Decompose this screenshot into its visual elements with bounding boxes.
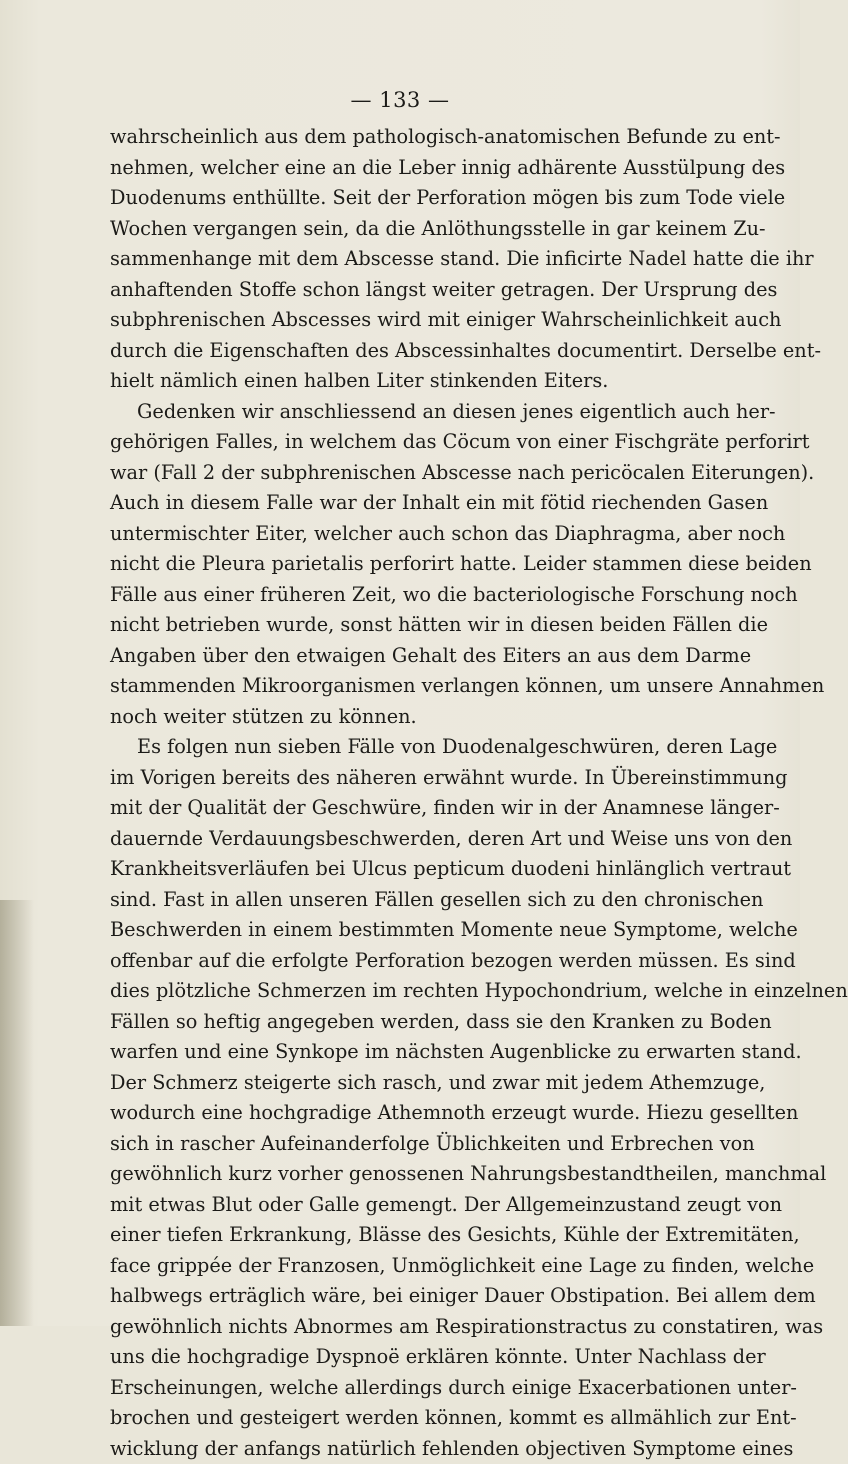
paragraph-start-line: Gedenken wir anschliessend an diesen jenes eigentlich auch her- — [110, 397, 710, 428]
text-line: subphrenischen Abscesses wird mit einiger Wahrscheinlichkeit auch — [110, 305, 710, 336]
text-line: halbwegs erträglich wäre, bei einiger Dauer Obstipation. Bei allem dem — [110, 1281, 710, 1312]
text-line: sich in rascher Aufeinanderfolge Üblichkeiten und Erbrechen von — [110, 1129, 710, 1160]
text-line: im Vorigen bereits des näheren erwähnt wurde. In Übereinstimmung — [110, 763, 710, 794]
text-line: gewöhnlich kurz vorher genossenen Nahrungsbestandtheilen, manchmal — [110, 1159, 710, 1190]
text-line: Duodenums enthüllte. Seit der Perforation mögen bis zum Tode viele — [110, 183, 710, 214]
text-line: brochen und gesteigert werden können, kommt es allmählich zur Ent- — [110, 1403, 710, 1434]
text-line: mit etwas Blut oder Galle gemengt. Der Allgemeinzustand zeugt von — [110, 1190, 710, 1221]
text-line: nicht die Pleura parietalis perforirt hatte. Leider stammen diese beiden — [110, 549, 710, 580]
text-line: nicht betrieben wurde, sonst hätten wir in diesen beiden Fällen die — [110, 610, 710, 641]
text-line: Der Schmerz steigerte sich rasch, und zwar mit jedem Athemzuge, — [110, 1068, 710, 1099]
text-line: war (Fall 2 der subphrenischen Abscesse nach pericöcalen Eiterungen). — [110, 458, 710, 489]
text-line: Auch in diesem Falle war der Inhalt ein mit fötid riechenden Gasen — [110, 488, 710, 519]
text-line: face grippée der Franzosen, Unmöglichkeit eine Lage zu finden, welche — [110, 1251, 710, 1282]
text-line: Wochen vergangen sein, da die Anlöthungsstelle in gar keinem Zu- — [110, 214, 710, 245]
text-line: wodurch eine hochgradige Athemnoth erzeugt wurde. Hiezu gesellten — [110, 1098, 710, 1129]
body-text — [110, 122, 710, 1464]
text-line: wicklung der anfangs natürlich fehlenden objectiven Symptome eines — [110, 1434, 710, 1464]
text-line: Krankheitsverläufen bei Ulcus pepticum duodeni hinlänglich vertraut — [110, 854, 710, 885]
text-line: gewöhnlich nichts Abnormes am Respirationstractus zu constatiren, was — [110, 1312, 710, 1343]
text-line: Fälle aus einer früheren Zeit, wo die bacteriologische Forschung noch — [110, 580, 710, 611]
text-line: sammenhange mit dem Abscesse stand. Die inficirte Nadel hatte die ihr — [110, 244, 710, 275]
paragraph-end-line: noch weiter stützen zu können. — [110, 702, 710, 733]
text-line: Angaben über den etwaigen Gehalt des Eiters an aus dem Darme — [110, 641, 710, 672]
text-line: sind. Fast in allen unseren Fällen gesellen sich zu den chronischen — [110, 885, 710, 916]
text-line: untermischter Eiter, welcher auch schon das Diaphragma, aber noch — [110, 519, 710, 550]
text-line: uns die hochgradige Dyspnoë erklären könnte. Unter Nachlass der — [110, 1342, 710, 1373]
text-line: wahrscheinlich aus dem pathologisch-anatomischen Befunde zu ent- — [110, 122, 710, 153]
page-number: — 133 — — [0, 88, 800, 112]
text-line: Fällen so heftig angegeben werden, dass sie den Kranken zu Boden — [110, 1007, 710, 1038]
text-line: nehmen, welcher eine an die Leber innig adhärente Ausstülpung des — [110, 153, 710, 184]
text-line: mit der Qualität der Geschwüre, finden wir in der Anamnese länger- — [110, 793, 710, 824]
text-line: stammenden Mikroorganismen verlangen können, um unsere Annahmen — [110, 671, 710, 702]
text-line: warfen und eine Synkope im nächsten Augenblicke zu erwarten stand. — [110, 1037, 710, 1068]
text-line: anhaftenden Stoffe schon längst weiter getragen. Der Ursprung des — [110, 275, 710, 306]
text-line: Beschwerden in einem bestimmten Momente neue Symptome, welche — [110, 915, 710, 946]
text-line: dies plötzliche Schmerzen im rechten Hypochondrium, welche in einzelnen — [110, 976, 710, 1007]
text-line: einer tiefen Erkrankung, Blässe des Gesichts, Kühle der Extremitäten, — [110, 1220, 710, 1251]
text-line: dauernde Verdauungsbeschwerden, deren Art und Weise uns von den — [110, 824, 710, 855]
text-line: Erscheinungen, welche allerdings durch einige Exacerbationen unter- — [110, 1373, 710, 1404]
paragraph-start-line: Es folgen nun sieben Fälle von Duodenalgeschwüren, deren Lage — [110, 732, 710, 763]
text-line: gehörigen Falles, in welchem das Cöcum von einer Fischgräte perforirt — [110, 427, 710, 458]
text-line: offenbar auf die erfolgte Perforation bezogen werden müssen. Es sind — [110, 946, 710, 977]
page-edge-shadow — [0, 900, 34, 1326]
text-line: durch die Eigenschaften des Abscessinhaltes documentirt. Derselbe ent- — [110, 336, 710, 367]
paragraph-end-line: hielt nämlich einen halben Liter stinkenden Eiters. — [110, 366, 710, 397]
